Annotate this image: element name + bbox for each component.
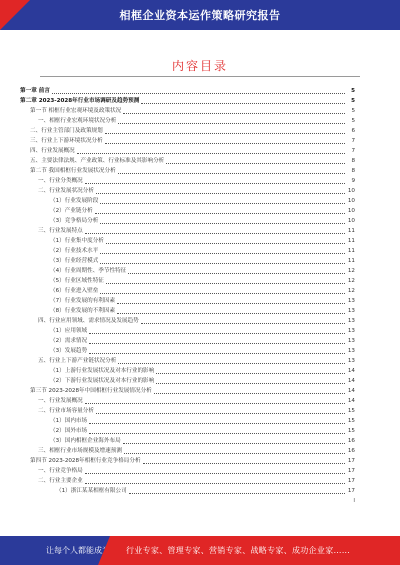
toc-entry-label: 三、相框行业市场规模及增速预测 bbox=[38, 448, 122, 454]
toc-entry-label: （3）国内相框企业海外布局 bbox=[50, 438, 121, 444]
toc-entry-label: 一、行业竞争格局 bbox=[38, 468, 83, 474]
toc-entry-label: （3）竞争格局分析 bbox=[50, 218, 99, 224]
toc-entry-page: 10 bbox=[347, 218, 355, 224]
toc-dot-leader bbox=[85, 473, 345, 474]
toc-entry-page: 7 bbox=[351, 138, 355, 144]
toc-entry-label: （1）应用领域 bbox=[50, 328, 88, 334]
toc-entry[interactable] bbox=[20, 336, 355, 346]
toc-entry-page: 13 bbox=[347, 318, 355, 324]
toc-dot-leader bbox=[141, 323, 345, 324]
toc-entry-label: （1）行业发展阶段 bbox=[50, 198, 99, 204]
toc-entry-page: 16 bbox=[347, 438, 355, 444]
toc-entry-page: 8 bbox=[351, 168, 355, 174]
toc-divider bbox=[40, 76, 360, 77]
toc-entry[interactable] bbox=[20, 206, 355, 216]
toc-entry[interactable] bbox=[20, 326, 355, 336]
footer-slogan: 让每个人都能成为 bbox=[46, 546, 110, 555]
toc-dot-leader bbox=[85, 183, 345, 184]
toc-dot-leader bbox=[100, 293, 345, 294]
toc-entry-label: 第二章 2023-2028年行业市场调研及趋势预测 bbox=[20, 98, 140, 104]
toc-entry[interactable] bbox=[20, 196, 355, 206]
toc-entry-label: （1）上游行业发展状况及对本行业的影响 bbox=[50, 368, 155, 374]
toc-entry-page: 12 bbox=[347, 278, 355, 284]
toc-dot-leader bbox=[85, 483, 345, 484]
toc-entry[interactable] bbox=[20, 366, 355, 376]
toc-entry-label: 第一节 相框行业宏观环境及政策状况 bbox=[30, 108, 122, 114]
toc-entry-page: 16 bbox=[347, 448, 355, 454]
toc-entry-label: （2）产业链分析 bbox=[50, 208, 93, 214]
toc-entry-page: 9 bbox=[351, 178, 355, 184]
toc-entry[interactable] bbox=[20, 216, 355, 226]
toc-entry[interactable] bbox=[20, 256, 355, 266]
toc-entry-label: 五、主要法律法规、产业政策、行业标准及其影响分析 bbox=[30, 158, 165, 164]
toc-entry[interactable] bbox=[20, 406, 355, 416]
toc-entry-label: （1）国内市场 bbox=[50, 418, 88, 424]
toc-entry-label: 第三节 2023-2028年中国相框行业发展情况分析 bbox=[30, 388, 152, 394]
toc-entry-label: 三、行业发展特点 bbox=[38, 228, 83, 234]
toc-entry[interactable] bbox=[20, 246, 355, 256]
toc-entry[interactable] bbox=[20, 316, 355, 326]
toc-dot-leader bbox=[117, 313, 345, 314]
toc-dot-leader bbox=[100, 203, 345, 204]
toc-entry-page: 12 bbox=[347, 288, 355, 294]
toc-entry-page: 14 bbox=[347, 368, 355, 374]
toc-entry-page: 15 bbox=[347, 408, 355, 414]
toc-heading: 内容目录 bbox=[171, 59, 228, 73]
toc-entry[interactable] bbox=[20, 476, 355, 486]
toc-entry[interactable] bbox=[20, 436, 355, 446]
toc-dot-leader bbox=[118, 123, 345, 124]
toc-entry[interactable] bbox=[20, 456, 355, 466]
toc-entry-label: 一、行业分类概况 bbox=[38, 178, 83, 184]
toc-entry-page: 13 bbox=[347, 308, 355, 314]
toc-entry[interactable] bbox=[20, 396, 355, 406]
toc-dot-leader bbox=[96, 413, 345, 414]
toc-entry-label: （2）国外市场 bbox=[50, 428, 88, 434]
toc-entry[interactable] bbox=[20, 286, 355, 296]
toc-entry[interactable] bbox=[20, 156, 355, 166]
toc-entry-page: 10 bbox=[347, 188, 355, 194]
toc-dot-leader bbox=[95, 213, 345, 214]
toc-entry-page: 7 bbox=[351, 148, 355, 154]
toc-entry-page: 10 bbox=[347, 208, 355, 214]
toc-entry-label: 三、行业上下游环境状况分析 bbox=[30, 138, 103, 144]
toc-entry-label: （1）浙江某某相框有限公司 bbox=[56, 488, 127, 494]
toc-entry-label: （5）行业区域性特征 bbox=[50, 278, 104, 284]
toc-entry-label: （2）行业技术水平 bbox=[50, 248, 99, 254]
toc-entry-label: （3）行业经营模式 bbox=[50, 258, 99, 264]
toc-dot-leader bbox=[118, 363, 345, 364]
toc-entry[interactable] bbox=[20, 116, 355, 126]
report-header bbox=[0, 0, 400, 30]
toc-entry-label: 二、行业发展状况分析 bbox=[38, 188, 94, 194]
toc-dot-leader bbox=[128, 273, 345, 274]
toc-dot-leader bbox=[89, 333, 345, 334]
toc-dot-leader bbox=[96, 193, 345, 194]
toc-entry-page: 14 bbox=[347, 378, 355, 384]
toc-dot-leader bbox=[129, 493, 345, 494]
report-title: 相框企业资本运作策略研究报告 bbox=[119, 9, 281, 22]
toc-entry[interactable] bbox=[20, 146, 355, 156]
footer-roles-badge bbox=[110, 536, 400, 565]
toc-dot-leader bbox=[100, 223, 345, 224]
toc-entry-page: 11 bbox=[347, 258, 355, 264]
toc-dot-leader bbox=[105, 133, 345, 134]
toc-dot-leader bbox=[52, 93, 345, 94]
toc-entry-label: 一、行业发展概况 bbox=[38, 398, 83, 404]
toc-entry-page: 5 bbox=[351, 118, 355, 124]
toc-entry-page: 17 bbox=[347, 468, 355, 474]
toc-dot-leader bbox=[141, 103, 345, 104]
toc-entry[interactable] bbox=[20, 296, 355, 306]
toc-dot-leader bbox=[143, 463, 345, 464]
toc-entry[interactable] bbox=[20, 126, 355, 136]
table-of-contents bbox=[20, 86, 355, 504]
toc-entry-page: 5 bbox=[351, 88, 355, 94]
toc-dot-leader bbox=[85, 403, 345, 404]
toc-entry-label: （8）行业发展的不利因素 bbox=[50, 308, 116, 314]
toc-entry-page: 14 bbox=[347, 388, 355, 394]
toc-entry-label: 一、相框行业宏观环境状况分析 bbox=[38, 118, 117, 124]
toc-entry-page: 8 bbox=[351, 158, 355, 164]
toc-entry-page: 13 bbox=[347, 348, 355, 354]
toc-entry[interactable] bbox=[20, 186, 355, 196]
toc-entry-label: 四、行业发展概况 bbox=[30, 148, 75, 154]
toc-entry[interactable] bbox=[20, 416, 355, 426]
toc-entry[interactable] bbox=[20, 446, 355, 456]
toc-entry[interactable] bbox=[20, 236, 355, 246]
toc-dot-leader bbox=[118, 173, 345, 174]
toc-entry-label: 二、行业主管部门及政策规划 bbox=[30, 128, 103, 134]
toc-entry-label: （2）需求情况 bbox=[50, 338, 88, 344]
toc-dot-leader bbox=[117, 303, 345, 304]
toc-entry-label: （4）行业周期性、季节性特征 bbox=[50, 268, 127, 274]
toc-dot-leader bbox=[123, 443, 345, 444]
toc-entry-page: 5 bbox=[351, 108, 355, 114]
toc-entry[interactable] bbox=[20, 86, 355, 96]
toc-entry[interactable] bbox=[20, 376, 355, 386]
toc-entry-page: 15 bbox=[347, 428, 355, 434]
toc-entry[interactable] bbox=[20, 106, 355, 116]
toc-entry[interactable] bbox=[20, 486, 355, 496]
toc-entry[interactable] bbox=[20, 346, 355, 356]
toc-dot-leader bbox=[124, 453, 345, 454]
toc-entry-label: 第一章 前言 bbox=[20, 88, 50, 94]
toc-entry-label: 二、行业主要企业 bbox=[38, 478, 83, 484]
toc-entry-page: 14 bbox=[347, 398, 355, 404]
toc-entry-page: 11 bbox=[347, 228, 355, 234]
toc-entry[interactable] bbox=[20, 176, 355, 186]
toc-entry-label: 第二节 我国相框行业发展状况分析 bbox=[30, 168, 116, 174]
toc-entry-label: （7）行业发展的有利因素 bbox=[50, 298, 116, 304]
footer-roles-text: 行业专家、管理专家、营销专家、战略专家、成功企业家…… bbox=[126, 546, 351, 555]
toc-entry-label: 第四节 2023-2028年相框行业竞争格局分析 bbox=[30, 458, 141, 464]
toc-entry[interactable] bbox=[20, 266, 355, 276]
toc-dot-leader bbox=[85, 233, 345, 234]
toc-entry-page: 17 bbox=[347, 458, 355, 464]
toc-entry-page: 10 bbox=[347, 198, 355, 204]
toc-entry[interactable] bbox=[20, 136, 355, 146]
toc-entry-label: 五、行业上下游产业链状况分析 bbox=[38, 358, 117, 364]
toc-entry-page: 11 bbox=[347, 238, 355, 244]
toc-entry[interactable] bbox=[20, 166, 355, 176]
toc-entry[interactable] bbox=[20, 356, 355, 366]
toc-entry-label: （3）发展趋势 bbox=[50, 348, 88, 354]
toc-dot-leader bbox=[166, 163, 345, 164]
toc-dot-leader bbox=[105, 143, 345, 144]
toc-dot-leader bbox=[89, 343, 345, 344]
toc-dot-leader bbox=[106, 283, 345, 284]
toc-entry-page: 12 bbox=[347, 268, 355, 274]
toc-dot-leader bbox=[100, 263, 345, 264]
toc-dot-leader bbox=[123, 113, 345, 114]
toc-entry-page: 17 bbox=[347, 488, 355, 494]
toc-entry[interactable] bbox=[20, 426, 355, 436]
toc-dot-leader bbox=[154, 393, 345, 394]
toc-dot-leader bbox=[77, 153, 345, 154]
toc-dot-leader bbox=[89, 433, 345, 434]
toc-entry-page: 6 bbox=[351, 128, 355, 134]
toc-entry-label: 二、行业市场容量分析 bbox=[38, 408, 94, 414]
toc-entry-page: 15 bbox=[347, 418, 355, 424]
footer-banner bbox=[0, 536, 400, 565]
toc-dot-leader bbox=[100, 253, 345, 254]
toc-entry-page: 13 bbox=[347, 358, 355, 364]
toc-dot-leader bbox=[106, 243, 345, 244]
toc-entry[interactable] bbox=[20, 276, 355, 286]
toc-entry[interactable] bbox=[20, 466, 355, 476]
toc-entry-page: 11 bbox=[347, 248, 355, 254]
page-number: I bbox=[353, 498, 355, 504]
toc-entry[interactable] bbox=[20, 96, 355, 106]
toc-dot-leader bbox=[89, 353, 345, 354]
toc-entry-page: 13 bbox=[347, 328, 355, 334]
toc-entry-page: 5 bbox=[351, 98, 355, 104]
toc-entry-page: 17 bbox=[347, 478, 355, 484]
toc-entry-label: （2）下游行业发展状况及对本行业的影响 bbox=[50, 378, 155, 384]
toc-entry[interactable] bbox=[20, 386, 355, 396]
toc-entry[interactable] bbox=[20, 226, 355, 236]
toc-dot-leader bbox=[156, 373, 345, 374]
toc-entry[interactable] bbox=[20, 306, 355, 316]
toc-dot-leader bbox=[89, 423, 345, 424]
toc-entry-label: （1）行业集中度分析 bbox=[50, 238, 104, 244]
toc-entry-label: 四、行业应用领域、需求情况及发展趋势 bbox=[38, 318, 139, 324]
toc-entry-page: 13 bbox=[347, 338, 355, 344]
toc-entry-label: （6）行业进入壁垒 bbox=[50, 288, 99, 294]
toc-dot-leader bbox=[156, 383, 345, 384]
toc-entry-page: 13 bbox=[347, 298, 355, 304]
